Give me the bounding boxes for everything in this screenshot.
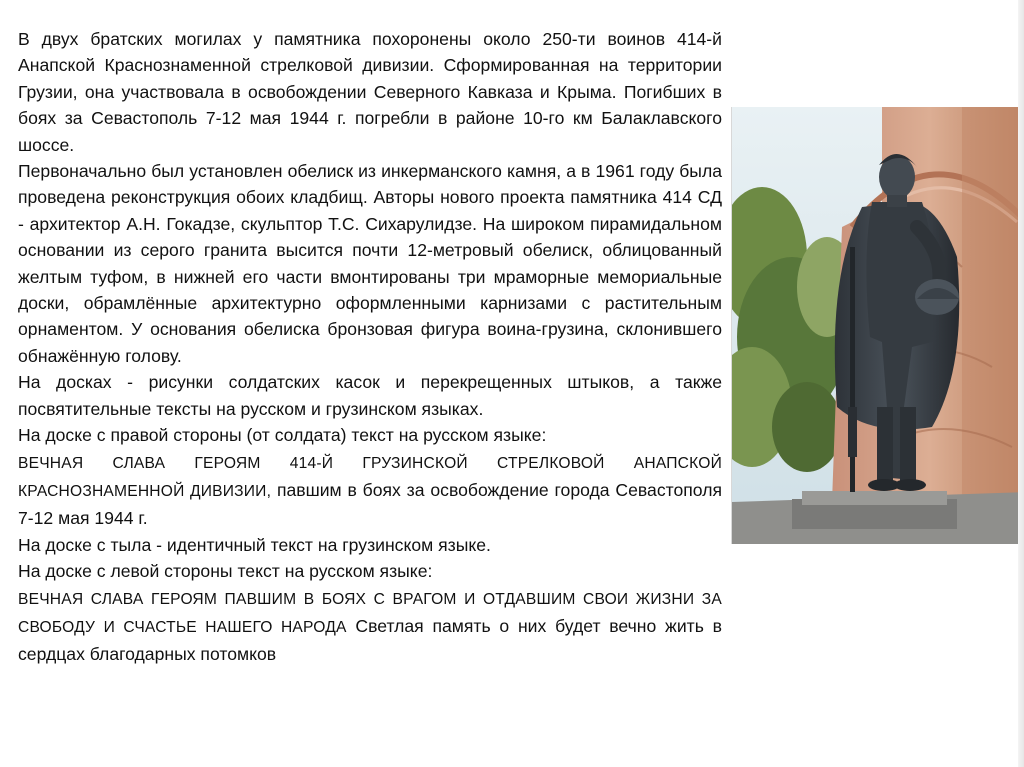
paragraph-text: На досках - рисунки солдатских касок и перекрещенных штыков, а также посвятительные тексты на русском и грузинском языках. [18, 372, 722, 419]
monument-soldier-statue-image [732, 107, 1024, 544]
paragraph-text: На доске с левой стороны текст на русском языке: [18, 561, 433, 582]
paragraph-plaques [18, 369, 722, 422]
paragraph-text: На доске с тыла - идентичный текст на грузинском языке. [18, 534, 491, 555]
inscription-caps: ВЕЧНАЯ СЛАВА ГЕРОЯМ 414-Й ГРУЗИНСКОЙ СТРЕЛКОВОЙ АНАПСКОЙ КРАСНОЗНАМЕННОЙ ДИВИЗИИ, [18, 454, 722, 500]
paragraph-text: В двух братских могилах у памятника похоронены около 250-ти воинов 414-й Анапской Краснознаменной стрелковой дивизии. Сформированная на территории Грузии, она участвовала в освобождении Северного Кавказа и Крыма. Погибших в боях за Севастополь 7-12 мая 1944 г. погребли в районе 10-го км Балаклавского шоссе. [18, 29, 722, 155]
body-text [18, 26, 722, 668]
paragraph-right-plaque-inscription [18, 449, 722, 532]
page-edge [1018, 0, 1024, 767]
inscription-caps: ВЕЧНАЯ СЛАВА ГЕРОЯМ ПАВШИМ В БОЯХ С ВРАГОМ И ОТДАВШИМ СВОИ ЖИЗНИ ЗА СВОБОДУ И СЧАСТЬЕ НАШЕГО НАРОДА [18, 590, 722, 636]
paragraph-text: Светлая память о них будет вечно жить в сердцах благодарных потомков [18, 615, 722, 665]
paragraph-right-plaque-intro [18, 422, 722, 448]
paragraph-rear-plaque [18, 532, 722, 558]
paragraph-left-plaque-inscription [18, 585, 722, 668]
paragraph-left-plaque-intro [18, 558, 722, 584]
paragraph-burial [18, 26, 722, 158]
paragraph-text: На доске с правой стороны (от солдата) текст на русском языке: [18, 425, 547, 446]
paragraph-obelisk [18, 158, 722, 369]
paragraph-text: павшим в боях за освобождение города Севастополя 7-12 мая 1944 г. [18, 479, 722, 529]
monument-photo [731, 107, 1024, 544]
paragraph-text: Первоначально был установлен обелиск из инкерманского камня, а в 1961 году была проведена реконструкция обоих кладбищ. Авторы нового проекта памятника 414 СД - архитектор А.Н. Гокадзе, скульптор Т.С. Сихарулидзе. На широком пирамидальном основании из серого гранита высится почти 12-метровый обелиск, облицованный желтым туфом, в нижней его части вмонтированы три мраморные мемориальные доски, обрамлённые архитектурно оформленными карнизами с растительным орнаментом. У основания обелиска бронзовая фигура воина-грузина, склонившего обнажённую голову. [18, 161, 722, 366]
